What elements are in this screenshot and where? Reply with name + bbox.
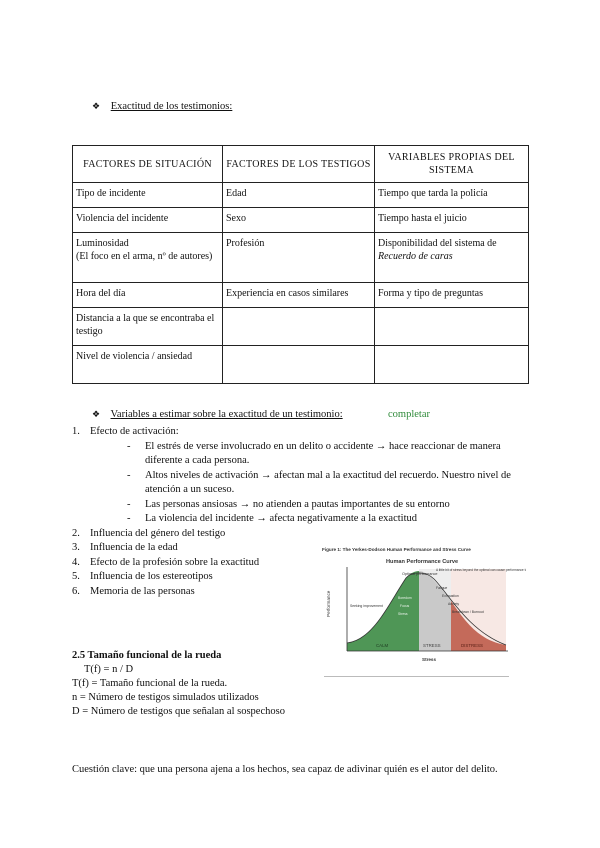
- performance-curve-figure: [318, 545, 526, 675]
- formula: T(f) = n / D: [84, 664, 134, 675]
- list-label: Efecto de activación:: [90, 426, 179, 437]
- fatigue-label: Fatigue: [436, 586, 448, 590]
- table-cell: Tiempo que tarda la policía: [375, 183, 529, 208]
- table-cell: Profesión: [223, 233, 375, 283]
- table-cell: Hora del día: [73, 283, 223, 308]
- table-header-cell: FACTORES DE LOS TESTIGOS: [223, 146, 375, 183]
- table-header-cell: FACTORES DE SITUACIÓN: [73, 146, 223, 183]
- sub-item-text: Las personas ansiosas → no atienden a pautas importantes de su entorno: [145, 498, 450, 510]
- figure-caption: Figure 1: The Yerkes-Dodson Human Performance and Stress Curve: [322, 547, 471, 552]
- optimal-label: Optimal performance: [402, 572, 438, 576]
- dysfunction-label: A little bit of stress beyond the optimal can cause performance to drop: [436, 568, 526, 572]
- stress-label-inner: Stress: [398, 612, 408, 616]
- sub-list-item: [127, 440, 532, 469]
- definition-line: D = Número de testigos que señalan al sospechoso: [72, 706, 285, 717]
- table-cell: [375, 346, 529, 384]
- figure-divider: [324, 676, 509, 677]
- table-cell: Sexo: [223, 208, 375, 233]
- table-cell: Distancia a la que se encontraba el testigo: [73, 308, 223, 346]
- table-row: [73, 208, 529, 233]
- dash-bullet: -: [127, 498, 131, 510]
- list-number: 2.: [72, 527, 80, 539]
- table-cell: [375, 308, 529, 346]
- list-label: Influencia del género del testigo: [90, 527, 226, 539]
- list-number: 6.: [72, 585, 80, 597]
- table-cell: Edad: [223, 183, 375, 208]
- table-cell: Experiencia en casos similares: [223, 283, 375, 308]
- table-row: [73, 283, 529, 308]
- table-cell: Forma y tipo de preguntas: [375, 283, 529, 308]
- sub-list-item: [127, 498, 532, 513]
- table-cell: [223, 308, 375, 346]
- figure-title: Human Performance Curve: [386, 559, 459, 565]
- section-title: Variables a estimar sobre la exactitud de un testimonio:: [110, 409, 343, 420]
- table-row: [73, 183, 529, 208]
- calm-zone-label: CALM: [376, 643, 389, 648]
- list-label: Influencia de los estereotipos: [90, 571, 213, 582]
- dash-bullet: -: [127, 469, 131, 481]
- list-label: Efecto de la profesión sobre la exactitud: [90, 556, 260, 568]
- factors-table: [72, 145, 529, 384]
- definition-line: T(f) = Tamaño funcional de la rueda.: [72, 678, 228, 689]
- cell-text: Disponibilidad del sistema de: [378, 238, 497, 249]
- sub-list-item: [127, 512, 532, 527]
- x-axis-label: Stress: [422, 657, 437, 662]
- breakdown-label: Breakdown / Burnout: [452, 610, 484, 614]
- list-item: [72, 425, 532, 527]
- stress-zone-label: STRESS: [423, 643, 441, 648]
- seeking-label: Seeking improvement: [350, 604, 383, 608]
- boredom-label: Boredom: [398, 596, 412, 600]
- definition-line: n = Número de testigos simulados utilizados: [72, 692, 259, 703]
- table-cell: Nivel de violencia / ansiedad: [73, 346, 223, 384]
- performance-curve-svg: [318, 545, 526, 675]
- table-cell: Tipo de incidente: [73, 183, 223, 208]
- list-number: 3.: [72, 542, 80, 553]
- diamond-bullet-icon: ❖: [92, 101, 101, 111]
- section-heading-exactitud: [92, 101, 232, 112]
- table-row: [73, 233, 529, 283]
- list-label: Influencia de la edad: [90, 542, 178, 553]
- table-cell: Luminosidad (El foco en el arma, nº de autores): [73, 233, 223, 283]
- table-header-cell: VARIABLES PROPIAS DEL SISTEMA: [375, 146, 529, 183]
- sub-item-text: Altos niveles de activación → afectan mal a la exactitud del recuerdo. Nuestro nivel de atención a un suceso.: [145, 469, 511, 495]
- distress-zone-label: DISTRESS: [461, 643, 483, 648]
- exhaustion-label: Exhaustion: [442, 594, 459, 598]
- key-question: Cuestión clave: que una persona ajena a los hechos, sea capaz de adivinar quién es el autor del delito.: [72, 764, 498, 775]
- list-number: 4.: [72, 556, 80, 568]
- list-number: 1.: [72, 426, 80, 437]
- dash-bullet: -: [127, 440, 131, 452]
- cell-italic-text: Recuerdo de caras: [378, 251, 453, 262]
- table-cell: Violencia del incidente: [73, 208, 223, 233]
- list-label: Memoria de las personas: [90, 585, 195, 597]
- table-cell: Tiempo hasta el juicio: [375, 208, 529, 233]
- y-axis-label: Performance: [326, 590, 331, 617]
- section-heading-variables: [92, 409, 343, 420]
- table-cell: [223, 346, 375, 384]
- section-title: Exactitud de los testimonios:: [110, 101, 233, 112]
- anxiety-label: Anxiety: [448, 602, 460, 606]
- dash-bullet: -: [127, 513, 131, 524]
- sub-list-item: [127, 469, 532, 498]
- table-header-row: [73, 146, 529, 183]
- table-row: [73, 308, 529, 346]
- table-row: [73, 346, 529, 384]
- sub-item-text: La violencia del incidente → afecta negativamente a la exactitud: [145, 513, 417, 524]
- sub-item-text: El estrés de verse involucrado en un delito o accidente → hace reaccionar de manera diferente a cada persona.: [145, 440, 501, 466]
- list-item: [72, 527, 532, 542]
- section-title-tamano: 2.5 Tamaño funcional de la rueda: [72, 650, 222, 661]
- sub-list: [72, 440, 532, 527]
- focus-label: Focus: [400, 604, 410, 608]
- table-cell-availability: [375, 233, 529, 283]
- completar-note: completar: [388, 409, 430, 420]
- list-number: 5.: [72, 571, 80, 582]
- diamond-bullet-icon: ❖: [92, 409, 101, 419]
